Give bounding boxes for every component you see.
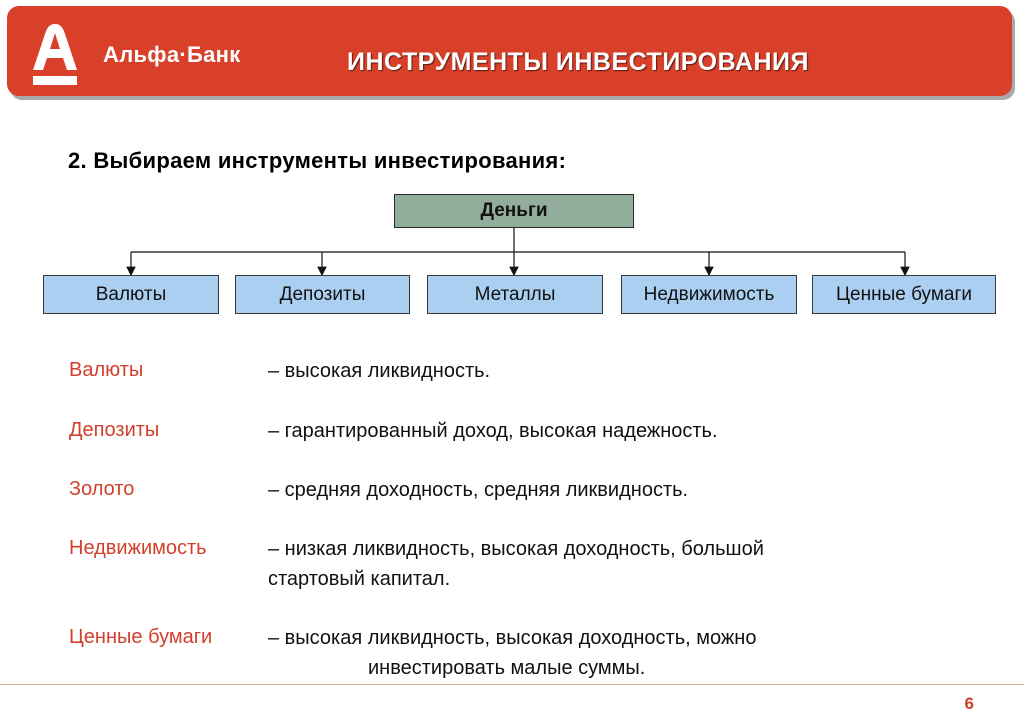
desc-line: – низкая ликвидность, высокая доходность, большой <box>268 538 764 560</box>
root-node-money: Деньги <box>394 194 634 228</box>
desc-line: – высокая ликвидность, высокая доходность, можно <box>268 627 757 649</box>
term-real-estate: Недвижимость <box>69 537 207 559</box>
desc-gold <box>268 475 688 505</box>
section-heading: 2. Выбираем инструменты инвестирования: <box>68 148 567 173</box>
node-metals: Металлы <box>427 275 603 314</box>
desc-real-estate <box>268 534 764 594</box>
brand-name: Альфа·Банк <box>103 42 241 67</box>
desc-line: – высокая ликвидность. <box>268 360 491 382</box>
term-securities: Ценные бумаги <box>69 626 213 648</box>
page-title: ИНСТРУМЕНТЫ ИНВЕСТИРОВАНИЯ <box>347 48 809 76</box>
desc-line-2: инвестировать малые суммы. <box>368 657 646 679</box>
term-deposits: Депозиты <box>69 419 160 441</box>
desc-line: – гарантированный доход, высокая надежность. <box>268 420 718 442</box>
footer-divider <box>0 684 1024 685</box>
node-real-estate: Недвижимость <box>621 275 797 314</box>
desc-securities <box>268 623 756 683</box>
page-number: 6 <box>964 694 974 713</box>
desc-line: – средняя доходность, средняя ликвидность. <box>268 479 689 501</box>
node-deposits: Депозиты <box>235 275 410 314</box>
node-securities: Ценные бумаги <box>812 275 996 314</box>
term-currencies: Валюты <box>69 359 144 381</box>
term-gold: Золото <box>69 478 135 500</box>
desc-line-2: стартовый капитал. <box>268 568 451 590</box>
node-currencies: Валюты <box>43 275 219 314</box>
desc-deposits <box>268 416 718 446</box>
desc-currencies <box>268 356 490 386</box>
